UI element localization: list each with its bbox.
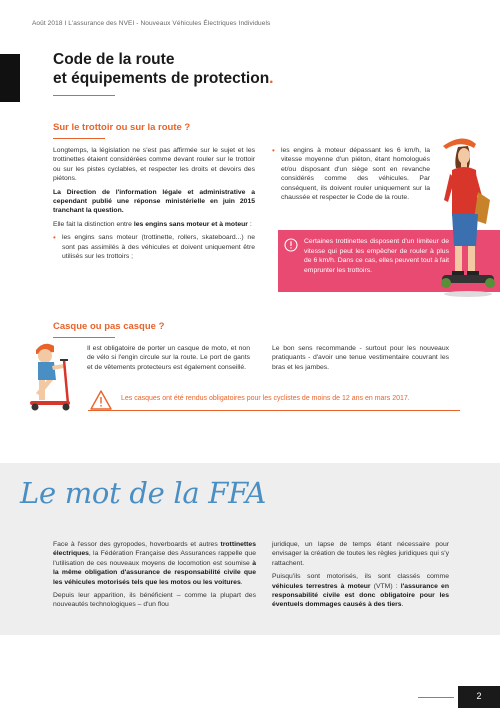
running-head: Août 2018 I L'assurance des NVEI - Nouveaux Véhicules Électriques Individuels [32, 20, 271, 27]
highlight: l'assurance en responsabilité civile est donc obligatoire pour les éventuels dommages causés à des tiers [272, 582, 449, 609]
warning-rule [88, 410, 460, 411]
page-title [53, 50, 273, 88]
highlight: les engins sans moteur et à moteur [133, 220, 248, 228]
ffa-title: Le mot de la FFA [20, 476, 267, 510]
ffa-right-column [272, 540, 449, 614]
paragraph: Longtemps, la législation ne s'est pas affirmée sur le sujet et les trottinettes étaient considérées comme devant rouler sur le trottoir ou sur les pistes cyclables, et respecter les droits et devoirs des piétons. [53, 147, 255, 183]
paragraph: Depuis leur apparition, ils bénéficient – comme la plupart des nouveautés technologiques – d'un flou [53, 592, 256, 609]
section1-right-column [272, 146, 447, 202]
hoverboard-girl-illustration [438, 134, 500, 298]
paragraph: juridique, un lapse de temps étant nécessaire pour envisager la création de toutes les règles juridiques qui s'y rattachent. [272, 541, 449, 567]
page-number-box [458, 686, 500, 708]
paragraph: Le bon sens recommande - surtout pour les nouveaux pratiquants - d'avoir une tenue vestimentaire couvrant les bras et les jambes. [272, 345, 449, 371]
bullet-item: • les engins à moteur dépassant les 6 km/h, la vitesse moyenne d'un piéton, étant homologués et/ou disposant d'un siège sont en revanche considérés comme des véhicules. Par conséquent, ils doivent rouler uniquement sur la chaussée et respecter le Code de la route. [272, 146, 430, 202]
highlight: véhicules terrestres à moteur [272, 582, 371, 590]
ffa-left-column [53, 540, 256, 614]
warning-text: Les casques ont été rendus obligatoires pour les cyclistes de moins de 12 ans en mars 2017. [121, 395, 410, 402]
bullet-dot: • [53, 233, 56, 243]
section-heading-casque: Casque ou pas casque ? [53, 321, 165, 332]
page-number: 2 [476, 691, 482, 701]
warning-icon [89, 389, 113, 411]
page-number-rule [418, 697, 454, 698]
page-title-line1: Code de la route [53, 51, 175, 68]
bullet-item: • les engins sans moteur (trottinette, rollers, skateboard...) ne sont pas assimilés à des véhicules et doivent uniquement être utilisés sur les trottoirs ; [53, 233, 255, 261]
title-dot: . [269, 70, 274, 87]
paragraph: Elle fait la distinction entre les engins sans moteur et à moteur : [53, 220, 252, 228]
paragraph: Puisqu'ils sont motorisés, ils sont classés comme véhicules terrestres à moteur (VTM) : l'assurance en responsabilité civile est donc obligatoire pour les éventuels dommages causés à des tiers. [272, 573, 449, 609]
black-tab [0, 54, 20, 102]
section-heading-trottoir: Sur le trottoir ou sur la route ? [53, 122, 191, 133]
paragraph-highlight: La Direction de l'information légale et administrative a cependant publié une réponse ministérielle en juin 2015 tranchant la question. [53, 188, 255, 215]
page-title-line2: et équipements de protection. [53, 70, 274, 87]
section1-left-column [53, 146, 255, 261]
paragraph: Face à l'essor des gyropodes, hoverboards et autres trottinettes électriques, la Fédération Française des Assurances rappelle que l'utilisation de ces nouveaux moyens de locomotion est soumise à la même obligation d'assurance de responsabilité civile que les véhicules motorisés tels que les motos ou les voitures. [53, 541, 256, 586]
callout-text: Certaines trottinettes disposent d'un limiteur de vitesse qui peut les empêcher de rouler à plus de 6 km/h. Dans ce cas, elles peuvent tout à fait emprunter les trottoirs. [304, 238, 449, 274]
info-icon [284, 238, 298, 257]
highlight: trottinettes électriques [53, 541, 256, 558]
scooter-kid-illustration [26, 338, 76, 412]
title-underline [53, 95, 115, 96]
bullet-dot: • [272, 146, 275, 155]
section-rule-1 [53, 138, 105, 139]
paragraph: Il est obligatoire de porter un casque de moto, et non de vélo si l'engin circule sur la route. Le port de gants et de vêtements protecteurs est également conseillé. [87, 345, 250, 371]
section2-right-column [272, 344, 449, 376]
highlight: à la même obligation d'assurance de responsabilité civile que les véhicules motorisés tels que les motos ou les voitures [53, 559, 256, 586]
section2-left-column [87, 344, 250, 376]
